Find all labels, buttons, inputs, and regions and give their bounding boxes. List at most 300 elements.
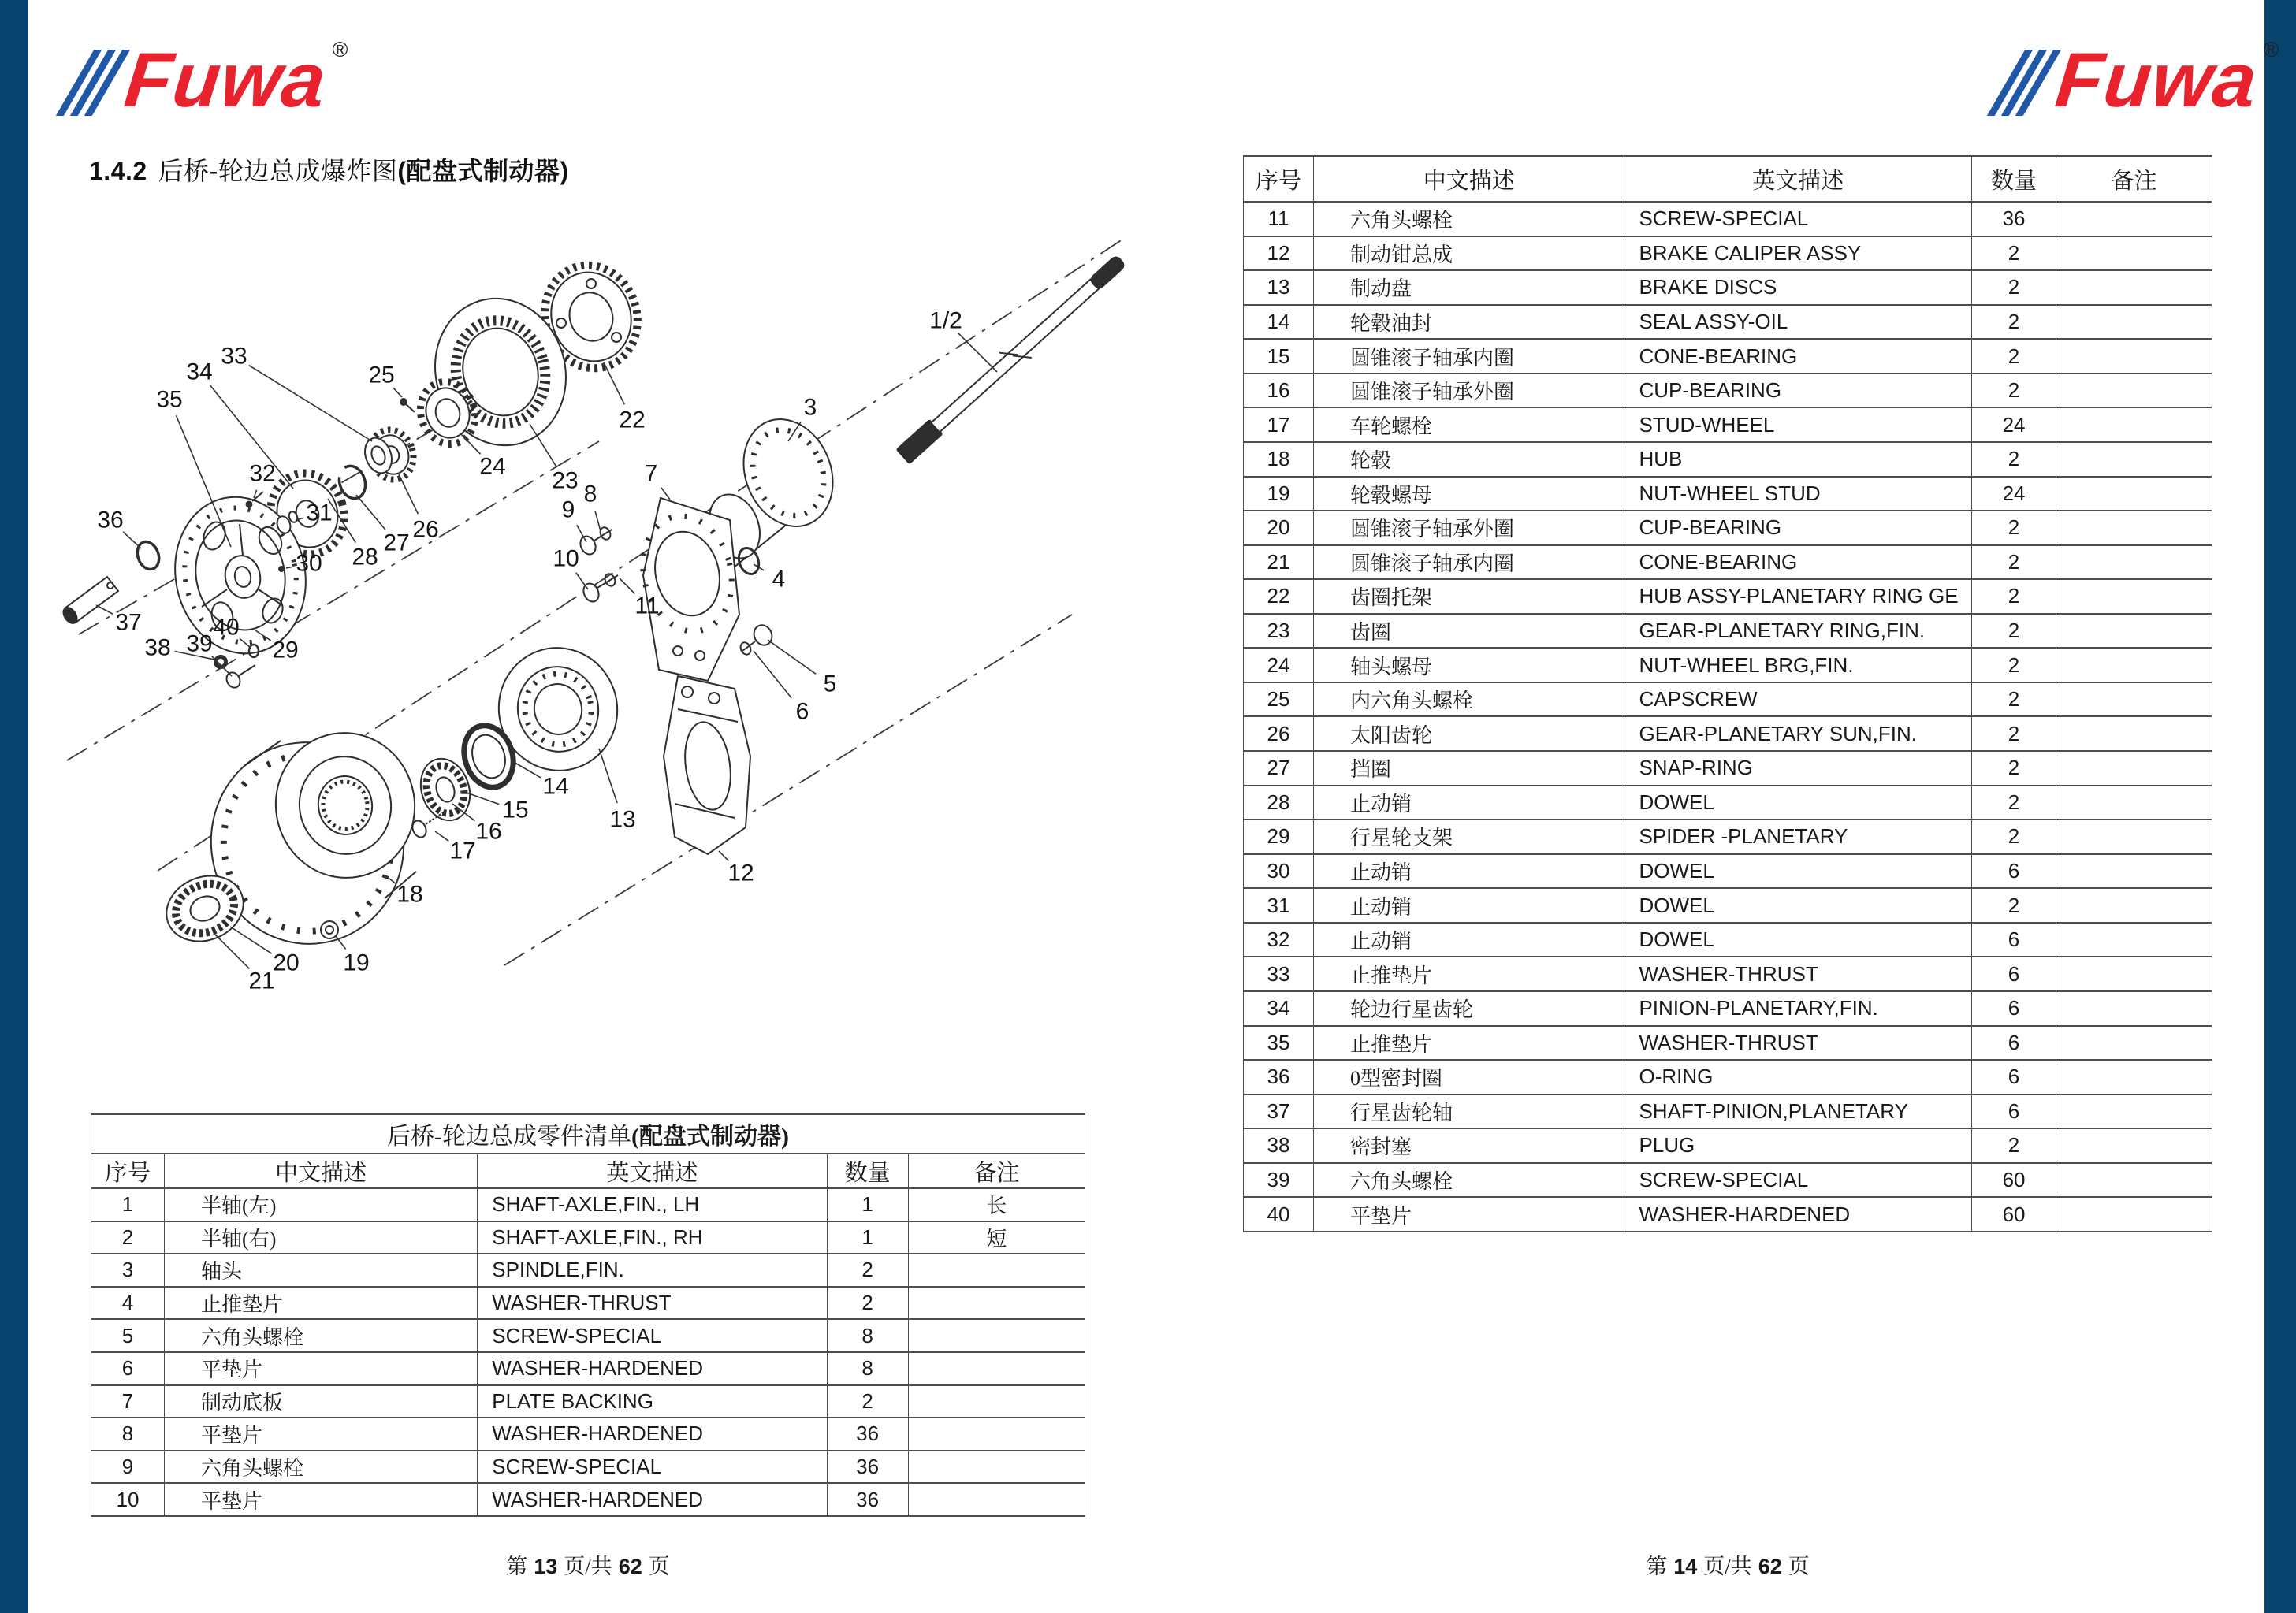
table-cell: 14 (1244, 305, 1314, 340)
table-cell: 2 (1972, 305, 2056, 340)
table-row (1244, 374, 2212, 408)
table-row (1244, 1128, 2212, 1163)
table-row (1244, 888, 2212, 923)
table-cell: 车轮螺栓 (1313, 407, 1624, 442)
table-cell: 1 (827, 1188, 908, 1221)
table-row (1244, 477, 2212, 511)
table-cell (908, 1483, 1085, 1516)
callout-label: 26 (412, 516, 439, 543)
table-row (1244, 923, 2212, 957)
callout-label: 27 (383, 530, 410, 556)
table-row (1244, 991, 2212, 1026)
table-cell: 6 (1972, 991, 2056, 1026)
table-cell (2056, 854, 2212, 889)
table-cell: 19 (1244, 477, 1314, 511)
table-row (1244, 270, 2212, 305)
table-cell: 8 (827, 1352, 908, 1385)
left-page-border (0, 0, 28, 1613)
table-cell: 36 (827, 1483, 908, 1516)
table-cell: 2 (827, 1287, 908, 1320)
table-row (91, 1451, 1085, 1484)
table-cell: 2 (827, 1254, 908, 1287)
backing-plate (631, 498, 744, 681)
table-cell: 2 (1972, 716, 2056, 751)
table-cell: 36 (827, 1451, 908, 1484)
table-row (1244, 648, 2212, 682)
table-cell: NUT-WHEEL STUD (1624, 477, 1972, 511)
brake-disc (486, 635, 630, 783)
table-cell: 0型密封圈 (1313, 1060, 1624, 1095)
table-cell: 60 (1972, 1197, 2056, 1232)
table-cell (908, 1287, 1085, 1320)
table-cell: 3 (91, 1254, 165, 1287)
table-title: 后桥-轮边总成零件清单(配盘式制动器) (91, 1114, 1085, 1154)
table-row (1244, 1163, 2212, 1198)
table-title-row (91, 1114, 1085, 1154)
table-cell: 10 (91, 1483, 165, 1516)
page-footer-right (1491, 1549, 1964, 1580)
table-row (91, 1319, 1085, 1352)
callout-leader (214, 934, 249, 968)
table-cell: 制动底板 (165, 1385, 478, 1418)
table-cell: 21 (1244, 545, 1314, 580)
callout-label: 3 (803, 394, 817, 421)
table-cell: 5 (91, 1319, 165, 1352)
table-cell: 30 (1244, 854, 1314, 889)
table-cell: 25 (1244, 682, 1314, 717)
callout-label: 15 (502, 797, 529, 823)
table-cell: 六角头螺栓 (165, 1451, 478, 1484)
table-cell: 半轴(左) (165, 1188, 478, 1221)
table-cell: 轮毂螺母 (1313, 477, 1624, 511)
table-cell: 6 (91, 1352, 165, 1385)
section-title-text: 后桥-轮边总成爆炸图 (158, 157, 398, 185)
table-row (91, 1188, 1085, 1221)
table-cell: 2 (1972, 270, 2056, 305)
column-header: 序号 (91, 1154, 165, 1188)
table-cell: SPIDER -PLANETARY (1624, 820, 1972, 854)
table-cell: 33 (1244, 957, 1314, 991)
table-cell (2056, 1095, 2212, 1129)
total-pages: 62 (618, 1555, 642, 1578)
table-cell: BRAKE CALIPER ASSY (1624, 236, 1972, 271)
table-cell: 9 (91, 1451, 165, 1484)
table-cell: 8 (827, 1319, 908, 1352)
footer-text: 页 (648, 1555, 670, 1578)
table-cell: PINION-PLANETARY,FIN. (1624, 991, 1972, 1026)
column-header: 数量 (827, 1154, 908, 1188)
table-cell: 2 (1972, 442, 2056, 477)
table-row (1244, 545, 2212, 580)
table-cell: BRAKE DISCS (1624, 270, 1972, 305)
table-cell: 16 (1244, 374, 1314, 408)
footer-text: 第 (1646, 1555, 1668, 1578)
footer-text: 页/共 (1703, 1555, 1752, 1578)
table-cell: CONE-BEARING (1624, 545, 1972, 580)
table-cell: 止动销 (1313, 888, 1624, 923)
table-cell: 六角头螺栓 (1313, 1163, 1624, 1198)
table-cell: 31 (1244, 888, 1314, 923)
table-cell: 2 (1972, 888, 2056, 923)
table-cell: 行星轮支架 (1313, 820, 1624, 854)
table-cell (908, 1254, 1085, 1287)
table-row (1244, 1060, 2212, 1095)
table-cell: 24 (1972, 407, 2056, 442)
callout-label: 33 (221, 343, 247, 370)
table-row (1244, 305, 2212, 340)
table-cell (2056, 511, 2212, 545)
callout-leader (123, 532, 141, 548)
table-cell (2056, 716, 2212, 751)
table-row (1244, 1197, 2212, 1232)
brake-caliper (664, 676, 750, 854)
table-cell: 6 (1972, 923, 2056, 957)
table-row (1244, 407, 2212, 442)
table-cell: WASHER-HARDENED (478, 1483, 827, 1516)
callout-label: 6 (795, 698, 809, 725)
table-cell: 13 (1244, 270, 1314, 305)
table-cell (2056, 270, 2212, 305)
table-cell: 23 (1244, 614, 1314, 649)
table-cell (908, 1451, 1085, 1484)
table-cell: WASHER-THRUST (478, 1287, 827, 1320)
table-cell (2056, 923, 2212, 957)
table-cell: 4 (91, 1287, 165, 1320)
table-cell: 38 (1244, 1128, 1314, 1163)
table-cell: 齿圈 (1313, 614, 1624, 649)
callout-label: 23 (552, 467, 579, 494)
table-cell: WASHER-THRUST (1624, 1026, 1972, 1061)
table-row (1244, 614, 2212, 649)
table-row (1244, 751, 2212, 786)
table-cell: 6 (1972, 1060, 2056, 1095)
callout-leader (356, 495, 385, 530)
table-cell: DOWEL (1624, 888, 1972, 923)
table-cell: 制动盘 (1313, 270, 1624, 305)
table-cell: 36 (827, 1418, 908, 1451)
table-cell: 2 (1972, 1128, 2056, 1163)
callout-label: 8 (583, 481, 597, 507)
table-cell: 太阳齿轮 (1313, 716, 1624, 751)
table-cell (2056, 202, 2212, 236)
section-title-paren: (配盘式制动器) (397, 157, 569, 185)
table-cell: 6 (1972, 1026, 2056, 1061)
callout-leader (599, 749, 617, 803)
table-cell: SHAFT-PINION,PLANETARY (1624, 1095, 1972, 1129)
callout-label: 1/2 (929, 307, 962, 334)
table-cell: DOWEL (1624, 923, 1972, 957)
table-cell: PLATE BACKING (478, 1385, 827, 1418)
table-cell: 6 (1972, 1095, 2056, 1129)
table-cell: 齿圈托架 (1313, 579, 1624, 614)
table-cell: 36 (1972, 202, 2056, 236)
table-cell (2056, 305, 2212, 340)
table-row (91, 1385, 1085, 1418)
table-cell: DOWEL (1624, 786, 1972, 820)
callout-leader (435, 831, 448, 841)
callout-label: 7 (644, 460, 658, 487)
footer-text: 页 (1788, 1555, 1810, 1578)
table-row (1244, 716, 2212, 751)
table-cell: 29 (1244, 820, 1314, 854)
dowel-pin-30 (278, 566, 285, 572)
table-cell: GEAR-PLANETARY RING,FIN. (1624, 614, 1972, 649)
footer-text: 页/共 (564, 1555, 612, 1578)
table-cell: 制动钳总成 (1313, 236, 1624, 271)
table-cell (908, 1319, 1085, 1352)
table-cell (2056, 407, 2212, 442)
table-cell: 六角头螺栓 (165, 1319, 478, 1352)
table-cell (2056, 888, 2212, 923)
callout-label: 16 (475, 818, 502, 845)
table-cell: WASHER-HARDENED (478, 1418, 827, 1451)
callout-leader (768, 640, 816, 674)
table-cell (2056, 614, 2212, 649)
callout-label: 22 (619, 407, 646, 433)
table-cell: 挡圈 (1313, 751, 1624, 786)
table-cell: O-RING (1624, 1060, 1972, 1095)
table-cell: WASHER-HARDENED (478, 1352, 827, 1385)
table-cell: CUP-BEARING (1624, 374, 1972, 408)
table-cell: 26 (1244, 716, 1314, 751)
footer-text: 第 (506, 1555, 528, 1578)
logo-text: Fuwa (121, 35, 331, 123)
table-cell (2056, 820, 2212, 854)
table-cell: 圆锥滚子轴承外圈 (1313, 511, 1624, 545)
table-cell: 28 (1244, 786, 1314, 820)
callout-leader (249, 366, 372, 441)
callout-label: 38 (144, 634, 171, 661)
table-cell (2056, 648, 2212, 682)
table-cell: SCREW-SPECIAL (1624, 1163, 1972, 1198)
table-cell (2056, 1163, 2212, 1198)
column-header: 备注 (2056, 156, 2212, 202)
callout-label: 20 (273, 950, 300, 976)
table-cell: 34 (1244, 991, 1314, 1026)
table-cell: SHAFT-AXLE,FIN., LH (478, 1188, 827, 1221)
fuwa-logo-left (75, 30, 348, 128)
callout-label: 31 (306, 500, 333, 526)
table-cell: 2 (91, 1221, 165, 1254)
table-cell: 22 (1244, 579, 1314, 614)
table-row (1244, 682, 2212, 717)
callout-label: 12 (728, 860, 754, 886)
plate-bolt-washer-bottom (581, 572, 618, 604)
table-cell: 圆锥滚子轴承外圈 (1313, 374, 1624, 408)
callout-leader (595, 511, 601, 531)
table-row (1244, 511, 2212, 545)
wheel-stud (410, 812, 445, 839)
registered-mark: ® (332, 38, 348, 61)
table-cell: 24 (1244, 648, 1314, 682)
table-cell (2056, 682, 2212, 717)
section-title (89, 151, 569, 188)
table-cell: 止推垫片 (1313, 957, 1624, 991)
caliper-bolt (739, 623, 775, 656)
table-cell: 内六角头螺栓 (1313, 682, 1624, 717)
table-cell (2056, 1197, 2212, 1232)
table-cell: 止推垫片 (1313, 1026, 1624, 1061)
axle-shaft (894, 251, 1129, 466)
table-row (1244, 820, 2212, 854)
table-cell: 轮毂 (1313, 442, 1624, 477)
table-cell: 18 (1244, 442, 1314, 477)
table-cell: 2 (1972, 339, 2056, 374)
table-cell: 2 (1972, 545, 2056, 580)
table-cell: WASHER-HARDENED (1624, 1197, 1972, 1232)
column-header: 中文描述 (1313, 156, 1624, 202)
table-cell: 36 (1244, 1060, 1314, 1095)
callout-label: 40 (213, 614, 240, 641)
table-cell: CUP-BEARING (1624, 511, 1972, 545)
table-cell: SCREW-SPECIAL (478, 1451, 827, 1484)
table-cell: 15 (1244, 339, 1314, 374)
table-cell: 轴头 (165, 1254, 478, 1287)
snap-ring (335, 463, 369, 502)
table-cell: 2 (1972, 820, 2056, 854)
table-row (1244, 854, 2212, 889)
callout-label: 18 (396, 881, 423, 908)
table-cell: 长 (908, 1188, 1085, 1221)
table-cell: 平垫片 (165, 1483, 478, 1516)
table-cell: 7 (91, 1385, 165, 1418)
table-row (91, 1254, 1085, 1287)
table-cell: DOWEL (1624, 854, 1972, 889)
table-cell: NUT-WHEEL BRG,FIN. (1624, 648, 1972, 682)
table-cell (2056, 1060, 2212, 1095)
fuwa-logo-right (2006, 30, 2279, 128)
table-cell: 密封塞 (1313, 1128, 1624, 1163)
table-row (1244, 236, 2212, 271)
exploded-diagram (47, 205, 1143, 1001)
table-row (1244, 339, 2212, 374)
table-cell: 24 (1972, 477, 2056, 511)
table-cell: 60 (1972, 1163, 2056, 1198)
table-cell: CAPSCREW (1624, 682, 1972, 717)
table-cell (908, 1418, 1085, 1451)
parts-table-page13 (91, 1113, 1085, 1517)
table-cell: 轮边行星齿轮 (1313, 991, 1624, 1026)
table-cell: 2 (1972, 579, 2056, 614)
callout-label: 17 (449, 838, 476, 864)
table-cell (2056, 579, 2212, 614)
callout-leader (958, 333, 997, 372)
column-header: 英文描述 (1624, 156, 1972, 202)
parts-table-page14 (1243, 155, 2212, 1232)
table-row (1244, 579, 2212, 614)
table-cell: 2 (1972, 751, 2056, 786)
table-cell: 2 (1972, 786, 2056, 820)
table-row (1244, 202, 2212, 236)
table-cell (2056, 786, 2212, 820)
table-cell (908, 1352, 1085, 1385)
table-cell: PLUG (1624, 1128, 1972, 1163)
table-cell: 平垫片 (165, 1352, 478, 1385)
callout-leader (620, 578, 634, 593)
seal-plug (214, 655, 228, 669)
table-cell: 2 (1972, 682, 2056, 717)
table-cell: 平垫片 (165, 1418, 478, 1451)
callout-label: 9 (561, 496, 575, 523)
capscrew (400, 398, 415, 412)
table-cell: 短 (908, 1221, 1085, 1254)
table-cell: 40 (1244, 1197, 1314, 1232)
callout-label: 35 (156, 386, 183, 413)
table-cell: 6 (1972, 957, 2056, 991)
callout-leader (467, 793, 499, 805)
callout-label: 29 (272, 637, 299, 663)
callout-label: 32 (249, 460, 276, 487)
table-cell: GEAR-PLANETARY SUN,FIN. (1624, 716, 1972, 751)
table-cell: 止动销 (1313, 923, 1624, 957)
table-cell: 2 (1972, 648, 2056, 682)
callout-leader (399, 474, 418, 514)
logo-slashes-icon (2006, 50, 2049, 116)
table-cell: 1 (827, 1221, 908, 1254)
table-cell (908, 1385, 1085, 1418)
callout-label: 19 (343, 950, 370, 976)
callout-label: 24 (479, 453, 506, 480)
table-cell: 2 (1972, 614, 2056, 649)
table-cell (2056, 374, 2212, 408)
page-footer-left (352, 1549, 824, 1580)
table-cell (2056, 545, 2212, 580)
table-cell: 35 (1244, 1026, 1314, 1061)
table-cell (2056, 991, 2212, 1026)
table-cell (2056, 1026, 2212, 1061)
registered-mark: ® (2263, 38, 2279, 61)
callout-label: 25 (368, 362, 395, 388)
page-number: 13 (534, 1555, 558, 1578)
table-cell: SEAL ASSY-OIL (1624, 305, 1972, 340)
wheel-nut (321, 921, 338, 938)
table-cell: WASHER-THRUST (1624, 957, 1972, 991)
table-cell (2056, 236, 2212, 271)
table-cell: HUB ASSY-PLANETARY RING GE (1624, 579, 1972, 614)
table-row (1244, 1095, 2212, 1129)
table-cell: 27 (1244, 751, 1314, 786)
table-cell: 止动销 (1313, 854, 1624, 889)
o-ring (134, 539, 163, 573)
table-cell: 37 (1244, 1095, 1314, 1129)
column-header: 中文描述 (165, 1154, 478, 1188)
table-row (91, 1418, 1085, 1451)
callout-label: 34 (186, 359, 213, 385)
table-row (91, 1352, 1085, 1385)
callout-leader (661, 488, 670, 500)
page-number: 14 (1673, 1555, 1698, 1578)
table-cell: 11 (1244, 202, 1314, 236)
callout-leader (96, 605, 113, 615)
section-number: 1.4.2 (89, 157, 147, 185)
table-cell: 12 (1244, 236, 1314, 271)
table-cell: SPINDLE,FIN. (478, 1254, 827, 1287)
table-cell (2056, 751, 2212, 786)
table-cell: 2 (1972, 374, 2056, 408)
table-cell (2056, 442, 2212, 477)
table-cell: 半轴(右) (165, 1221, 478, 1254)
table-cell: 6 (1972, 854, 2056, 889)
callout-label: 11 (634, 593, 660, 619)
callout-label: 10 (553, 545, 579, 572)
table-cell: 行星齿轮轴 (1313, 1095, 1624, 1129)
planet-pinion-shaft (60, 577, 118, 626)
logo-text: Fuwa (2052, 35, 2262, 123)
table-cell: 20 (1244, 511, 1314, 545)
table-cell: 2 (1972, 511, 2056, 545)
hex-bolt-small (224, 665, 255, 690)
callout-label: 30 (296, 550, 322, 577)
